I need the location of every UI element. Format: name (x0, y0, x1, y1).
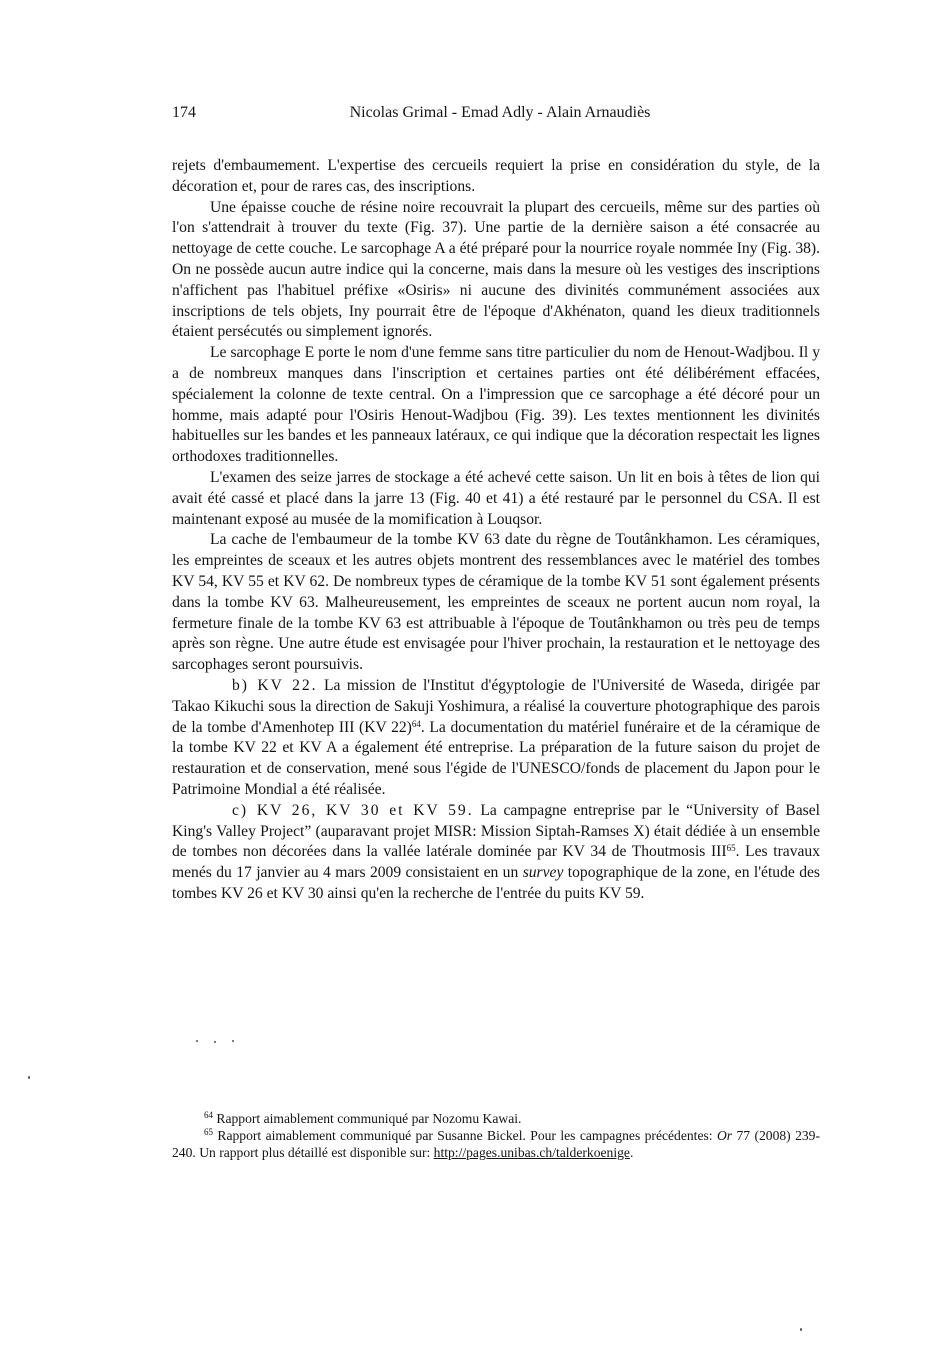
footnote-65 (172, 1127, 820, 1161)
footnote-65-ref: 77 (2008) 239-240. Un rapport plus détaillé est disponible sur: (172, 1128, 820, 1160)
paragraph-kv22 (172, 676, 820, 801)
footnote-64-text: Rapport aimablement communiqué par Nozomu Kawai. (213, 1111, 522, 1126)
journal-abbrev: Or (716, 1128, 733, 1143)
footnote-65-text: Rapport aimablement communiqué par Susanne Bickel. Pour les campagnes précédentes: (213, 1128, 717, 1143)
footnote-mark-65: 65 (204, 1127, 213, 1137)
scan-speck (214, 1041, 216, 1043)
scan-speck (232, 1040, 234, 1042)
footnote-ref-64[interactable]: 64 (411, 718, 421, 729)
page-number: 174 (172, 104, 196, 121)
body-text (172, 156, 820, 905)
kv22-text-tail: . La documentation du matériel funéraire et de la céramique de la tombe KV 22 et KV A a également été entreprise. La préparation de la future saison du projet de restauration et de conservation, mené sous l'égide de l'UNESCO/fonds de placement du Japon pour le Patrimoine Mondial a été réalisée. (172, 718, 820, 798)
paragraph-1: rejets d'embaumement. L'expertise des cercueils requiert la prise en considération du style, de la décoration et, pour de rares cas, des inscriptions. (172, 157, 820, 195)
kv26-text-tail: topographique de la zone, en l'étude des tombes KV 26 et KV 30 ainsi qu'en la recherche de l'entrée du puits KV 59. (172, 864, 820, 902)
paragraph-2: Une épaisse couche de résine noire recouvrait la plupart des cercueils, même sur des parties où l'on s'attendrait à trouver du texte (Fig. 37). Une partie de la dernière saison a été consacrée au nettoyage de cette couche. Le sarcophage A a été préparé pour la nourrice royale nommée Iny (Fig. 38). On ne possède aucun autre indice qui la concerne, mais dans la mesure où les vestiges des inscriptions n'affichent pas l'habituel préfixe «Osiris» ni aucune des divinités communément associées aux inscriptions de tels objets, Iny pourrait être de l'époque d'Akhénaton, quand les dieux traditionnels étaient persécutés ou simplement ignorés. (172, 198, 820, 341)
scan-speck (800, 1328, 802, 1331)
kv22-text: La mission de l'Institut d'égyptologie de l'Université de Waseda, dirigée par Takao Kikuchi sous la direction de Sakuji Yoshimura, a réalisé la couverture photographique des parois de la tombe d'Amenhotep III (KV 22) (172, 676, 820, 736)
paragraph-5: La cache de l'embaumeur de la tombe KV 63 date du règne de Toutânkhamon. Les céramiques, les empreintes de sceaux et les autres objets montrent des ressemblances avec le matériel des tombes KV 54, KV 55 et KV 62. De nombreux types de céramique de la tombe KV 51 sont également présents dans la tombe KV 63. Malheureusement, les empreintes de sceaux ne portent aucun nom royal, la fermeture finale de la tombe KV 63 est attribuable à l'époque de Toutânkhamon ou très peu de temps après son règne. Une autre étude est envisagée pour l'hiver prochain, la restauration et le nettoyage des sarcophages seront poursuivis. (172, 531, 820, 674)
paragraph-4: L'examen des seize jarres de stockage a été achevé cette saison. Un lit en bois à têtes de lion qui avait été cassé et placé dans la jarre 13 (Fig. 40 et 41) a été restauré par le personnel du CSA. Il est maintenant exposé au musée de la momification à Louqsor. (172, 468, 820, 528)
footnotes (172, 1110, 820, 1161)
footnote-ref-65[interactable]: 65 (726, 843, 736, 854)
paragraph-kv26 (172, 801, 820, 905)
section-label-kv22: b) KV 22. (232, 676, 318, 694)
kv26-text-mid: . Les travaux menés du 17 janvier au 4 mars 2009 consistaient en un (172, 843, 821, 882)
footnote-mark-64: 64 (204, 1110, 213, 1120)
kv26-text: La campagne entreprise par le “University of Basel King's Valley Project” (auparavant projet MISR: Mission Siptah-Ramses X) était dédiée à un ensemble de tombes non décorées dans la vallée latérale dominée par KV 34 de Thoutmosis III (172, 801, 820, 861)
scan-speck (196, 1040, 198, 1042)
running-head: Nicolas Grimal - Emad Adly - Alain Arnaudiès (349, 104, 651, 121)
scan-speck (28, 1076, 30, 1079)
survey-term: survey (522, 864, 564, 882)
footnote-link[interactable]: http://pages.unibas.ch/talderkoenige (433, 1145, 630, 1160)
footnote-65-end: . (629, 1145, 634, 1160)
paragraph-3: Le sarcophage E porte le nom d'une femme sans titre particulier du nom de Henout-Wadjbou. Il y a de nombreux manques dans l'inscription et certaines parties ont été délibérément effacées, spécialement la colonne de texte central. On a l'impression que ce sarcophage a été décoré pour un homme, mais adapté pour l'Osiris Henout-Wadjbou (Fig. 39). Les textes mentionnent les divinités habituelles sur les bandes et les panneaux latéraux, ce qui indique que la décoration respectait les lignes orthodoxes traditionnelles. (172, 344, 820, 466)
section-label-kv26: c) KV 26, KV 30 et KV 59. (232, 801, 474, 819)
footnote-64 (172, 1110, 820, 1127)
